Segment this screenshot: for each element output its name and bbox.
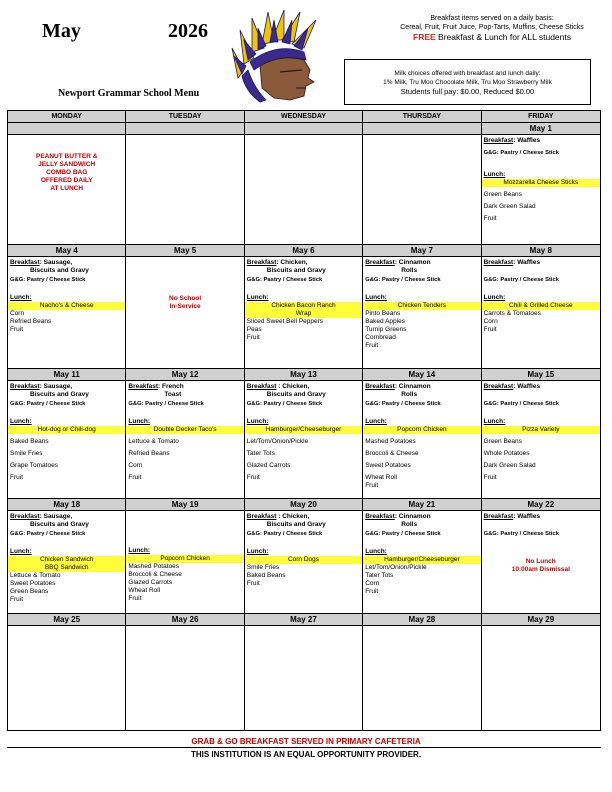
- note-line: COMBO BAG: [46, 169, 88, 176]
- calendar-cell-may-5: [126, 245, 244, 368]
- breakfast-item-2: Biscuits and Gravy: [266, 391, 326, 398]
- date-bar: [245, 123, 362, 135]
- side-item: Smile Fries: [10, 450, 43, 457]
- calendar-cell-may-29: [482, 614, 600, 730]
- pbj-note: [8, 135, 125, 195]
- side-item: Wheat Roll: [365, 474, 397, 481]
- lunch-label: Lunch:: [128, 547, 151, 554]
- lunch-main: Double Decker Taco's: [126, 426, 243, 434]
- grab-go-line: G&G: Pastry / Cheese Stick: [246, 531, 323, 537]
- calendar-cell-may-28: [363, 614, 481, 730]
- note-line: OFFERED DAILY: [40, 177, 93, 184]
- side-item: Fruit: [246, 334, 260, 341]
- side-item: Fruit: [365, 482, 379, 489]
- breakfast-line: [484, 259, 598, 267]
- side-item: Corn: [128, 462, 143, 469]
- info-line-2: Cereal, Fruit, Fruit Juice, Pop-Tarts, Muffins, Cheese Sticks: [400, 23, 584, 31]
- grab-go-line: G&G: Pastry / Cheese Stick: [246, 401, 323, 407]
- side-item: Baked Beans: [10, 438, 49, 445]
- breakfast-item-2: Toast: [164, 391, 182, 398]
- date-label: May 12: [126, 369, 243, 381]
- side-item: Fruit: [10, 326, 23, 333]
- milk-line-1: Milk choices offered with breakfast and lunch daily:: [394, 70, 541, 77]
- milk-info-box: [344, 59, 591, 105]
- day-header-monday: MONDAY: [8, 111, 126, 122]
- lunch-main: Hot-dog or Chili-dog: [8, 426, 125, 434]
- date-label: May 26: [126, 614, 243, 626]
- side-item: Sweet Potatoes: [365, 462, 411, 469]
- cell-body: [8, 257, 125, 336]
- date-label: May 20: [245, 499, 362, 511]
- cell-body: [245, 381, 362, 484]
- side-item: Tater Tots: [246, 450, 275, 457]
- milk-line-2: 1% Milk, Tru Moo Chocolate Milk, Tru Moo Strawberry Milk: [383, 78, 552, 86]
- lunch-label: Lunch:: [483, 294, 506, 301]
- breakfast-label: Breakfast: [10, 259, 40, 266]
- side-item: Cornbread: [365, 334, 396, 341]
- breakfast-line: [365, 259, 478, 267]
- side-item: Fruit: [483, 474, 497, 481]
- year-title: 2026: [168, 20, 208, 42]
- breakfast-line: [10, 259, 123, 267]
- side-item: Fruit: [10, 596, 23, 603]
- breakfast-label: Breakfast: [483, 259, 514, 266]
- calendar-cell-may-27: [245, 614, 363, 730]
- breakfast-item-2: Biscuits and Gravy: [266, 267, 326, 274]
- date-label: May 25: [8, 614, 125, 626]
- in-service-note: In-Service: [169, 303, 201, 310]
- date-label: May 21: [363, 499, 480, 511]
- breakfast-label: Breakfast: [10, 383, 40, 390]
- breakfast-line: [10, 383, 123, 391]
- side-item: Fruit: [483, 215, 497, 222]
- date-bar: [363, 123, 480, 135]
- side-item: Lettuce & Tomato: [10, 572, 61, 579]
- day-header-thursday: THURSDAY: [363, 111, 481, 122]
- side-item: Tater Tots: [365, 572, 394, 579]
- mascot-logo-icon: [230, 8, 334, 104]
- grab-go-line: G&G: Pastry / Cheese Stick: [10, 277, 86, 283]
- day-header-tuesday: TUESDAY: [126, 111, 244, 122]
- calendar-cell-may-8: [482, 245, 600, 368]
- breakfast-label: Breakfast: [246, 259, 277, 266]
- calendar-cell: [245, 123, 363, 244]
- cell-body: [363, 511, 480, 598]
- side-item: Corn: [483, 318, 498, 325]
- calendar-cell-may-19: [126, 499, 244, 613]
- day-header-friday: FRIDAY: [528, 113, 554, 120]
- lunch-main: Hamburger/Cheeseburger: [363, 556, 480, 564]
- side-item: Fruit: [365, 588, 379, 595]
- calendar-cell-may-14: [363, 369, 481, 498]
- cell-body: [482, 511, 600, 576]
- lunch-label: Lunch:: [10, 418, 32, 425]
- breakfast-label: Breakfast: [365, 383, 395, 390]
- lunch-label: Lunch:: [10, 294, 32, 301]
- side-item: Baked Beans: [246, 572, 286, 579]
- date-label: May 4: [8, 245, 125, 257]
- cell-body: [126, 257, 243, 313]
- lunch-label: Lunch:: [365, 294, 387, 301]
- lunch-label: Lunch:: [483, 171, 506, 178]
- week-row-1: [8, 123, 600, 245]
- no-lunch-note: No Lunch: [525, 558, 556, 565]
- lunch-label: Lunch:: [246, 294, 269, 301]
- lunch-main: Chicken Sandwich: [8, 556, 125, 564]
- side-item: Fruit: [483, 326, 497, 333]
- cell-body: [245, 511, 362, 590]
- note-line: JELLY SANDWICH: [38, 161, 96, 168]
- breakfast-item-2: Rolls: [401, 391, 418, 398]
- lunch-main: Popcorn Chicken: [126, 555, 243, 563]
- lunch-main: Nacho's & Cheese: [8, 302, 125, 310]
- cell-body: [363, 257, 480, 352]
- week-row-4: [8, 499, 600, 614]
- cell-body: [363, 381, 480, 492]
- side-item: Refried Beans: [128, 450, 170, 457]
- calendar-cell-may-12: [126, 369, 244, 498]
- calendar-cell-may-18: [8, 499, 126, 613]
- date-label: May 7: [363, 245, 480, 257]
- side-item: Green Beans: [483, 438, 522, 445]
- lunch-main-2: Wrap: [245, 310, 362, 318]
- calendar-cell-may-26: [126, 614, 244, 730]
- cell-body: [8, 381, 125, 484]
- breakfast-label: Breakfast: [483, 513, 514, 520]
- breakfast-label: Breakfast: [365, 259, 395, 266]
- breakfast-item: : French: [158, 383, 184, 390]
- breakfast-line: [365, 513, 478, 521]
- side-item: Green Beans: [483, 191, 522, 198]
- side-item: Peas: [246, 326, 262, 333]
- calendar-cell-may-4: [8, 245, 126, 368]
- grab-go-line: G&G: Pastry / Cheese Stick: [365, 531, 441, 537]
- grab-go-line: G&G: Pastry / Cheese Stick: [246, 277, 323, 283]
- grab-go-line: G&G: Pastry / Cheese Stick: [10, 531, 86, 537]
- cell-body: [482, 135, 600, 225]
- calendar-cell-may-11: [8, 369, 126, 498]
- grab-go-line: G&G: Pastry / Cheese Stick: [128, 401, 204, 407]
- no-school-note: No School: [169, 295, 202, 302]
- lunch-label: Lunch:: [365, 548, 387, 555]
- date-label: May 5: [126, 245, 243, 257]
- breakfast-item: : Waffles: [513, 383, 541, 390]
- breakfast-label: Breakfast: [365, 513, 395, 520]
- date-label: May 19: [126, 499, 243, 511]
- breakfast-item: : Cinnamon: [394, 259, 431, 266]
- date-label: May 27: [245, 614, 362, 626]
- breakfast-label: Breakfast: [128, 383, 159, 390]
- breakfast-item: : Chicken,: [276, 383, 310, 390]
- date-label: May 18: [8, 499, 125, 511]
- side-item: Carrots & Tomatoes: [483, 310, 541, 317]
- side-item: Smile Fries: [246, 564, 280, 571]
- lunch-main-2: BBQ Sandwich: [8, 564, 125, 572]
- payment-line: Students full pay: $0.00, Reduced $0.00: [400, 87, 535, 96]
- breakfast-item-2: Rolls: [401, 267, 418, 274]
- side-item: Sweet Potatoes: [10, 580, 56, 587]
- side-item: Fruit: [246, 474, 260, 481]
- grab-go-line: G&G: Pastry / Cheese Stick: [483, 531, 559, 537]
- breakfast-label: Breakfast: [246, 513, 277, 520]
- lunch-label: Lunch:: [246, 418, 269, 425]
- date-bar: [8, 123, 125, 135]
- cell-body: [8, 511, 125, 606]
- calendar-cell-may-7: [363, 245, 481, 368]
- breakfast-line: [247, 259, 360, 267]
- side-item: Let/Tom/Onion/Pickle: [365, 564, 427, 571]
- calendar-cell: [126, 123, 244, 244]
- date-label: May 28: [363, 614, 480, 626]
- breakfast-line: [484, 137, 598, 145]
- date-bar: [126, 123, 243, 135]
- breakfast-info: [372, 15, 612, 43]
- breakfast-label: Breakfast: [246, 383, 277, 390]
- lunch-main: Chicken Tenders: [363, 302, 480, 310]
- free-meals-line: [372, 32, 612, 43]
- note-line: PEANUT BUTTER &: [36, 153, 98, 160]
- cell-body: [482, 257, 600, 336]
- breakfast-item: : Chicken,: [276, 513, 310, 520]
- info-line-1: Breakfast items served on a daily basis:: [430, 15, 554, 22]
- calendar-cell-may-6: [245, 245, 363, 368]
- grab-go-line: G&G: Pastry / Cheese Stick: [10, 401, 86, 407]
- side-item: Fruit: [128, 474, 142, 481]
- date-label: May 14: [363, 369, 480, 381]
- date-label: May 13: [245, 369, 362, 381]
- date-label: May 8: [482, 245, 600, 257]
- breakfast-item: : Waffles: [513, 259, 541, 266]
- grab-go-line: G&G: Pastry / Cheese Stick: [483, 401, 559, 407]
- cell-body: [126, 381, 243, 484]
- breakfast-line: [128, 383, 241, 391]
- grab-go-footer: GRAB & GO BREAKFAST SERVED IN PRIMARY CAFETERIA: [191, 737, 421, 746]
- calendar-cell-may-21: [363, 499, 481, 613]
- footer-divider: [7, 747, 601, 748]
- breakfast-item-2: Rolls: [401, 521, 418, 528]
- cell-body: [245, 257, 362, 344]
- side-item: Fruit: [10, 474, 23, 481]
- week-row-5: [8, 614, 600, 730]
- breakfast-label: Breakfast: [483, 383, 514, 390]
- side-item: Turnip Greens: [365, 326, 407, 333]
- side-item: Fruit: [128, 595, 142, 602]
- menu-calendar: [7, 110, 601, 731]
- side-item: Baked Apples: [365, 318, 405, 325]
- side-item: Refried Beans: [10, 318, 52, 325]
- breakfast-line: [484, 513, 598, 521]
- breakfast-item-2: Biscuits and Gravy: [30, 521, 89, 528]
- calendar-cell-may-15: [482, 369, 600, 498]
- lunch-main: Popcorn Chicken: [363, 426, 480, 434]
- weekday-header: [8, 111, 600, 123]
- breakfast-label: Breakfast: [10, 513, 40, 520]
- calendar-cell-may-1: [482, 123, 600, 244]
- date-label: May 22: [482, 499, 600, 511]
- lunch-main: Pizza Variety: [482, 426, 600, 434]
- calendar-cell-may-13: [245, 369, 363, 498]
- side-item: Broccoli & Cheese: [365, 450, 419, 457]
- lunch-main: Mozzarella Cheese Sticks: [482, 179, 600, 187]
- calendar-cell-may-22: [482, 499, 600, 613]
- breakfast-item: : Sausage,: [39, 259, 73, 266]
- lunch-label: Lunch:: [128, 418, 151, 425]
- date-label: May 6: [245, 245, 362, 257]
- cell-body: [482, 381, 600, 484]
- breakfast-item-2: Biscuits and Gravy: [266, 521, 326, 528]
- breakfast-line: [247, 513, 360, 521]
- free-rest: Breakfast & Lunch for ALL students: [435, 32, 571, 42]
- side-item: Wheat Roll: [128, 587, 161, 594]
- side-item: Broccoli & Cheese: [128, 571, 182, 578]
- side-item: Pinto Beans: [365, 310, 401, 317]
- breakfast-line: [484, 383, 598, 391]
- grab-go-line: G&G: Pastry / Cheese Stick: [365, 401, 441, 407]
- side-item: Green Beans: [10, 588, 49, 595]
- breakfast-line: [10, 513, 123, 521]
- note-line: AT LUNCH: [50, 185, 84, 192]
- breakfast-item: : Sausage,: [39, 513, 73, 520]
- equal-opportunity-footer: THIS INSTITUTION IS AN EQUAL OPPORTUNITY PROVIDER.: [190, 750, 422, 759]
- breakfast-item-2: Biscuits and Gravy: [30, 267, 89, 274]
- side-item: Glazed Carrots: [246, 462, 291, 469]
- grab-go-line: G&G: Pastry / Cheese Stick: [365, 277, 441, 283]
- grab-go-line: G&G: Pastry / Cheese Stick: [483, 150, 559, 156]
- date-label: May 11: [8, 369, 125, 381]
- lunch-main: Hamburger/Cheeseburger: [245, 426, 362, 434]
- side-item: Mashed Potatoes: [128, 563, 179, 570]
- side-item: Let/Tom/Onion/Pickle: [246, 438, 309, 445]
- free-word: FREE: [413, 32, 436, 42]
- side-item: Corn: [365, 580, 380, 587]
- dismissal-note: 10:00am Dismissal: [511, 566, 570, 573]
- side-item: Sliced Sweet Bell Peppers: [246, 318, 324, 325]
- calendar-cell-may-20: [245, 499, 363, 613]
- date-label: May 15: [482, 369, 600, 381]
- lunch-main: Chili & Grilled Cheese: [482, 302, 600, 310]
- side-item: Lettuce & Tomato: [128, 438, 179, 445]
- side-item: Whole Potatoes: [483, 450, 530, 457]
- breakfast-item: : Chicken,: [276, 259, 308, 266]
- side-item: Fruit: [365, 342, 379, 349]
- breakfast-label: Breakfast: [483, 137, 514, 144]
- side-item: Glazed Carrots: [128, 579, 173, 586]
- breakfast-item: : Cinnamon: [394, 383, 431, 390]
- week-row-3: [8, 369, 600, 499]
- breakfast-item: : Cinnamon: [394, 513, 431, 520]
- date-label: May 1: [482, 123, 600, 135]
- breakfast-line: [247, 383, 360, 391]
- school-name: Newport Grammar School Menu: [58, 88, 200, 99]
- side-item: Fruit: [246, 580, 260, 587]
- breakfast-item: : Waffles: [513, 513, 541, 520]
- cell-body: [126, 511, 243, 605]
- calendar-cell-may-25: [8, 614, 126, 730]
- date-label: May 29: [482, 614, 600, 626]
- side-item: Grape Tomatoes: [10, 462, 58, 469]
- side-item: Mashed Potatoes: [365, 438, 416, 445]
- lunch-label: Lunch:: [246, 548, 269, 555]
- breakfast-item-2: Biscuits and Gravy: [30, 391, 89, 398]
- calendar-cell: [363, 123, 481, 244]
- breakfast-line: [365, 383, 478, 391]
- day-header-wednesday: WEDNESDAY: [245, 111, 363, 122]
- week-row-2: [8, 245, 600, 369]
- breakfast-item: : Waffles: [513, 137, 541, 144]
- breakfast-item: : Sausage,: [39, 383, 73, 390]
- lunch-label: Lunch:: [10, 548, 32, 555]
- grab-go-line: G&G: Pastry / Cheese Stick: [483, 277, 559, 283]
- lunch-main: Chicken Bacon Ranch: [245, 302, 362, 310]
- side-item: Dark Green Salad: [483, 203, 536, 210]
- lunch-main: Corn Dogs: [245, 556, 362, 564]
- calendar-cell: [8, 123, 126, 244]
- lunch-label: Lunch:: [483, 418, 506, 425]
- side-item: Dark Green Salad: [483, 462, 536, 469]
- lunch-label: Lunch:: [365, 418, 387, 425]
- side-item: Corn: [10, 310, 25, 317]
- month-title: May: [42, 20, 81, 42]
